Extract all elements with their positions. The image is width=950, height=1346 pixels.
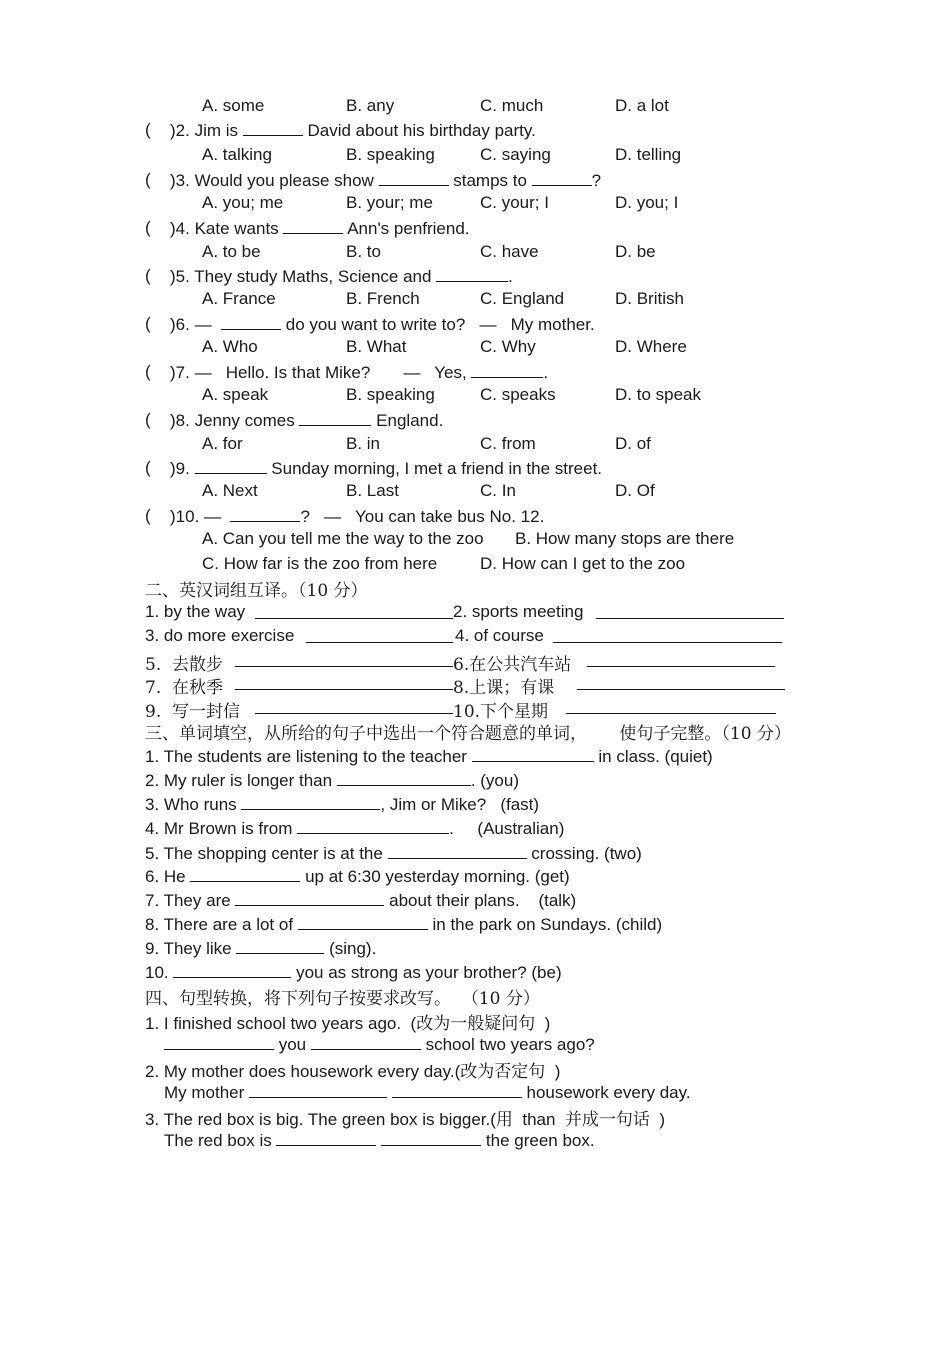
fill-item: 9. They like (sing). [145, 939, 377, 958]
option-c: C. your; I [480, 193, 549, 212]
answer-line: My mother housework every day. [164, 1083, 691, 1102]
transform-question: 2. My mother does housework every day.(改为否定句 ) [145, 1062, 561, 1081]
fill-item: 5. The shopping center is at the crossing. (two) [145, 844, 642, 863]
option-c: C. saying [480, 145, 551, 164]
phrase-item: 8.上课；有课 [453, 678, 555, 698]
option-b: B. in [346, 434, 381, 453]
section-heading: 二、英汉词组互译。（10 分） [145, 581, 368, 601]
option-b: B. How many stops are there [515, 529, 735, 548]
answer-paren[interactable]: ( [145, 314, 151, 333]
option-c: C. In [480, 481, 516, 500]
question-text: )6. — do you want to write to? — My mother. [170, 315, 595, 334]
answer-line[interactable] [596, 602, 784, 619]
answer-blank[interactable] [221, 314, 281, 330]
section-heading: 三、单词填空，从所给的句子中选出一个符合题意的单词， 使句子完整。（10 分） [145, 724, 791, 744]
answer-blank[interactable] [379, 170, 449, 186]
question-text: )9. Sunday morning, I met a friend in the street. [170, 459, 603, 478]
fill-item: 3. Who runs , Jim or Mike? (fast) [145, 795, 540, 814]
answer-blank[interactable] [299, 410, 371, 426]
phrase-item: 2. sports meeting [453, 602, 584, 621]
answer-blank[interactable] [472, 746, 594, 762]
answer-line[interactable] [553, 626, 782, 643]
option-c: C. speaks [480, 385, 556, 404]
option-d: D. of [615, 434, 651, 453]
answer-blank[interactable] [311, 1034, 421, 1050]
answer-line[interactable] [566, 697, 776, 714]
phrase-item: 10.下个星期 [453, 702, 549, 722]
answer-line[interactable] [235, 650, 453, 667]
answer-paren[interactable]: ( [145, 218, 151, 237]
option-a: A. France [202, 289, 276, 308]
answer-blank[interactable] [230, 506, 300, 522]
answer-paren[interactable]: ( [145, 170, 151, 189]
option-b: B. your; me [346, 193, 433, 212]
answer-line[interactable] [306, 626, 453, 643]
answer-paren[interactable]: ( [145, 458, 151, 477]
option-b: B. speaking [346, 385, 435, 404]
answer-line[interactable] [235, 673, 453, 690]
option-b: B. speaking [346, 145, 435, 164]
phrase-item: 3. do more exercise [145, 626, 295, 645]
answer-blank[interactable] [249, 1082, 387, 1098]
question-text: )8. Jenny comes England. [170, 411, 444, 430]
answer-blank[interactable] [241, 794, 380, 810]
transform-question: 3. The red box is big. The green box is bigger.(用 than 并成一句话 ) [145, 1110, 666, 1129]
option-d: D. British [615, 289, 684, 308]
option-c: C. have [480, 242, 539, 261]
answer-blank[interactable] [388, 843, 527, 859]
option-b: B. French [346, 289, 420, 308]
option-a: A. Next [202, 481, 258, 500]
fill-item: 10. you as strong as your brother? (be) [145, 963, 562, 982]
answer-blank[interactable] [436, 266, 508, 282]
answer-line[interactable] [255, 602, 453, 619]
option-c: C. How far is the zoo from here [202, 554, 438, 573]
option-d: D. How can I get to the zoo [480, 554, 686, 573]
answer-paren[interactable]: ( [145, 266, 151, 285]
answer-line: you school two years ago? [164, 1034, 595, 1055]
answer-paren[interactable]: ( [145, 362, 151, 381]
answer-blank[interactable] [235, 890, 384, 906]
option-a: A. talking [202, 145, 272, 164]
answer-blank[interactable] [195, 458, 267, 474]
answer-line: The red box is the green box. [164, 1131, 595, 1150]
section-heading: 四、句型转换，将下列句子按要求改写。 （10 分） [145, 989, 540, 1009]
phrase-item: 4. of course [455, 626, 544, 645]
question-text: )7. — Hello. Is that Mike? — Yes, . [170, 363, 549, 382]
fill-item: 7. They are about their plans. (talk) [145, 891, 577, 910]
answer-blank[interactable] [298, 914, 428, 930]
option-c: C. much [480, 96, 544, 115]
option-b: B. Last [346, 481, 399, 500]
fill-item: 8. There are a lot of in the park on Sundays. (child) [145, 915, 663, 934]
answer-blank[interactable] [190, 866, 300, 882]
option-c: C. from [480, 434, 536, 453]
option-d: D. Where [615, 337, 687, 356]
answer-blank[interactable] [164, 1034, 274, 1050]
option-a: A. to be [202, 242, 261, 261]
answer-blank[interactable] [283, 218, 343, 234]
option-d: D. you; I [615, 193, 679, 212]
option-d: D. Of [615, 481, 655, 500]
option-a: A. some [202, 96, 265, 115]
transform-question: 1. I finished school two years ago. (改为一般疑问句 ) [145, 1014, 551, 1033]
answer-paren[interactable]: ( [145, 506, 151, 525]
answer-line[interactable] [587, 650, 775, 667]
answer-blank[interactable] [471, 362, 543, 378]
answer-blank[interactable] [337, 770, 471, 786]
answer-blank[interactable] [392, 1082, 522, 1098]
option-b: B. to [346, 242, 381, 261]
fill-item: 6. He up at 6:30 yesterday morning. (get) [145, 867, 570, 886]
phrase-item: 7. 在秋季 [145, 678, 224, 698]
question-text: )3. Would you please show stamps to ? [170, 171, 602, 190]
answer-line[interactable] [577, 673, 785, 690]
answer-paren[interactable]: ( [145, 120, 151, 139]
option-a: A. Who [202, 337, 258, 356]
phrase-item: 6.在公共汽车站 [453, 655, 572, 675]
question-text: )2. Jim is David about his birthday party. [170, 121, 536, 140]
option-b: B. any [346, 96, 395, 115]
option-a: A. Can you tell me the way to the zoo [202, 529, 484, 548]
answer-blank[interactable] [236, 938, 324, 954]
answer-blank[interactable] [381, 1130, 481, 1146]
fill-item: 1. The students are listening to the teacher in class. (quiet) [145, 747, 713, 766]
phrase-item: 5. 去散步 [145, 655, 224, 675]
option-d: D. be [615, 242, 656, 261]
option-d: D. to speak [615, 385, 701, 404]
answer-blank[interactable] [297, 818, 449, 834]
option-d: D. a lot [615, 96, 669, 115]
answer-blank[interactable] [173, 962, 291, 978]
option-d: D. telling [615, 145, 682, 164]
phrase-item: 1. by the way [145, 602, 246, 621]
answer-line[interactable] [255, 697, 453, 714]
fill-item: 2. My ruler is longer than . (you) [145, 771, 519, 790]
option-c: C. Why [480, 337, 536, 356]
answer-blank[interactable] [532, 170, 592, 186]
phrase-item: 9. 写一封信 [145, 702, 241, 722]
option-a: A. speak [202, 385, 269, 404]
option-a: A. you; me [202, 193, 284, 212]
question-text: )4. Kate wants Ann's penfriend. [170, 219, 470, 238]
question-text: )5. They study Maths, Science and . [170, 267, 513, 286]
option-c: C. England [480, 289, 565, 308]
option-b: B. What [346, 337, 407, 356]
option-a: A. for [202, 434, 243, 453]
answer-paren[interactable]: ( [145, 410, 151, 429]
fill-item: 4. Mr Brown is from . (Australian) [145, 819, 565, 838]
answer-blank[interactable] [276, 1130, 376, 1146]
question-text: )10. — ? — You can take bus No. 12. [170, 507, 545, 526]
answer-blank[interactable] [243, 120, 303, 136]
